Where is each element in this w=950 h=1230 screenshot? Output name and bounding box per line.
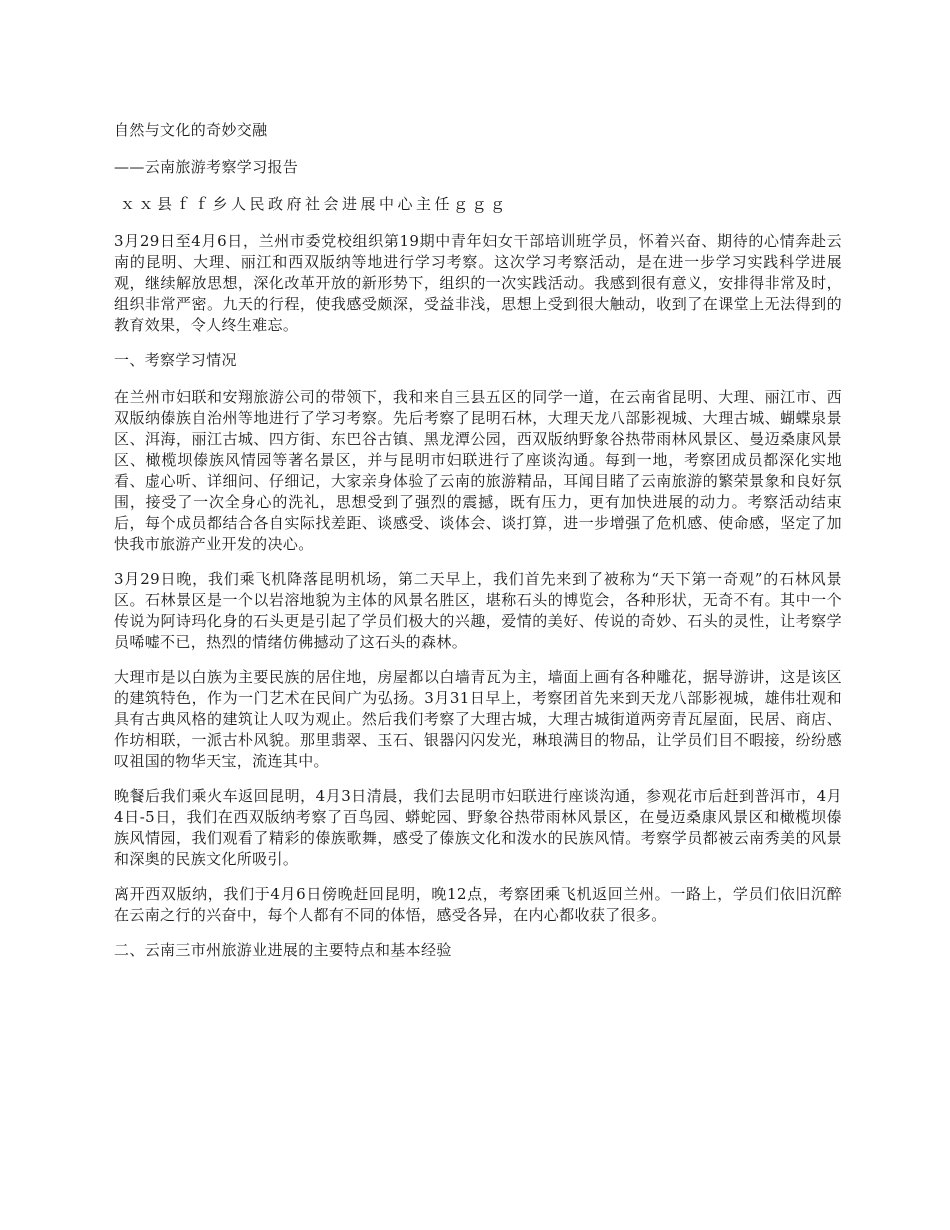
section-1-paragraph-4: 晚餐后我们乘火车返回昆明，4月3日清晨，我们去昆明市妇联进行座谈沟通，参观花市后赶到普洱市，4月4日-5日，我们在西双版纳考察了百鸟园、蟒蛇园、野象谷热带雨林风景区，在曼迈桑康风景区和橄榄坝傣族风情园，我们观看了精彩的傣族歌舞，感受了傣族文化和泼水的民族风情。考察学员都被云南秀美的风景和深奥的民族文化所吸引。 xyxy=(114,787,842,868)
document-subtitle: ——云南旅游考察学习报告 xyxy=(114,158,299,176)
document-title: 自然与文化的奇妙交融 xyxy=(114,121,268,139)
section-1-heading: 一、考察学习情况 xyxy=(114,351,237,369)
section-1-paragraph-1: 在兰州市妇联和安翔旅游公司的带领下，我和来自三县五区的同学一道，在云南省昆明、大理、丽江市、西双版纳傣族自治州等地进行了学习考察。先后考察了昆明石林，大理天龙八部影视城、大理古城、蝴蝶泉景区、洱海，丽江古城、四方街、东巴谷古镇、黑龙潭公园，西双版纳野象谷热带雨林风景区、曼迈桑康风景区、橄榄坝傣族风情园等著名景区，并与昆明市妇联进行了座谈沟通。每到一地，考察团成员都深化实地看、虚心听、详细问、仔细记，大家亲身体验了云南的旅游精品，耳闻目睹了云南旅游的繁荣景象和良好氛围，接受了一次全身心的洗礼，思想受到了强烈的震撼，既有压力，更有加快进展的动力。考察活动结束后，每个成员都结合各自实际找差距、谈感受、谈体会、谈打算，进一步增强了危机感、使命感，坚定了加快我市旅游产业开发的决心。 xyxy=(114,388,842,553)
section-1-paragraph-3: 大理市是以白族为主要民族的居住地，房屋都以白墙青瓦为主，墙面上画有各种雕花，据导游讲，这是该区的建筑特色，作为一门艺术在民间广为弘扬。3月31日早上，考察团首先来到天龙八部影视城，雄伟壮观和具有古典风格的建筑让人叹为观止。然后我们考察了大理古城，大理古城街道两旁青瓦屋面，民居、商店、作坊相联，一派古朴风貌。那里翡翠、玉石、银器闪闪发光，琳琅满目的物品，让学员们目不暇接，纷纷感叹祖国的物华天宝，流连其中。 xyxy=(114,668,842,770)
intro-paragraph: 3月29日至4月6日，兰州市委党校组织第19期中青年妇女干部培训班学员，怀着兴奋、期待的心情奔赴云南的昆明、大理、丽江和西双版纳等地进行学习考察。这次学习考察活动，是在进一步学习实践科学进展观，继续解放思想，深化改革开放的新形势下，组织的一次实践活动。我感到很有意义，安排得非常及时，组织非常严密。九天的行程，使我感受颇深，受益非浅，思想上受到很大触动，收到了在课堂上无法得到的教育效果，令人终生难忘。 xyxy=(114,232,842,334)
section-2-heading: 二、云南三市州旅游业进展的主要特点和基本经验 xyxy=(114,941,452,959)
document-page xyxy=(114,120,842,977)
section-1-paragraph-5: 离开西双版纳，我们于4月6日傍晚赶回昆明，晚12点，考察团乘飞机返回兰州。一路上，学员们依旧沉醉在云南之行的兴奋中，每个人都有不同的体悟，感受各异，在内心都收获了很多。 xyxy=(114,885,842,924)
author-line: ｘｘ县ｆｆ乡人民政府社会进展中心主任ｇｇｇ xyxy=(120,195,509,213)
section-1-paragraph-2: 3月29日晚，我们乘飞机降落昆明机场，第二天早上，我们首先来到了被称为“天下第一奇观”的石林风景区。石林景区是一个以岩溶地貌为主体的风景名胜区，堪称石头的博览会，各种形状，无奇不有。其中一个传说为阿诗玛化身的石头更是引起了学员们极大的兴趣，爱情的美好、传说的奇妙、石头的灵性，让考察学员唏嘘不已，热烈的情绪仿佛撼动了这石头的森林。 xyxy=(114,570,842,651)
